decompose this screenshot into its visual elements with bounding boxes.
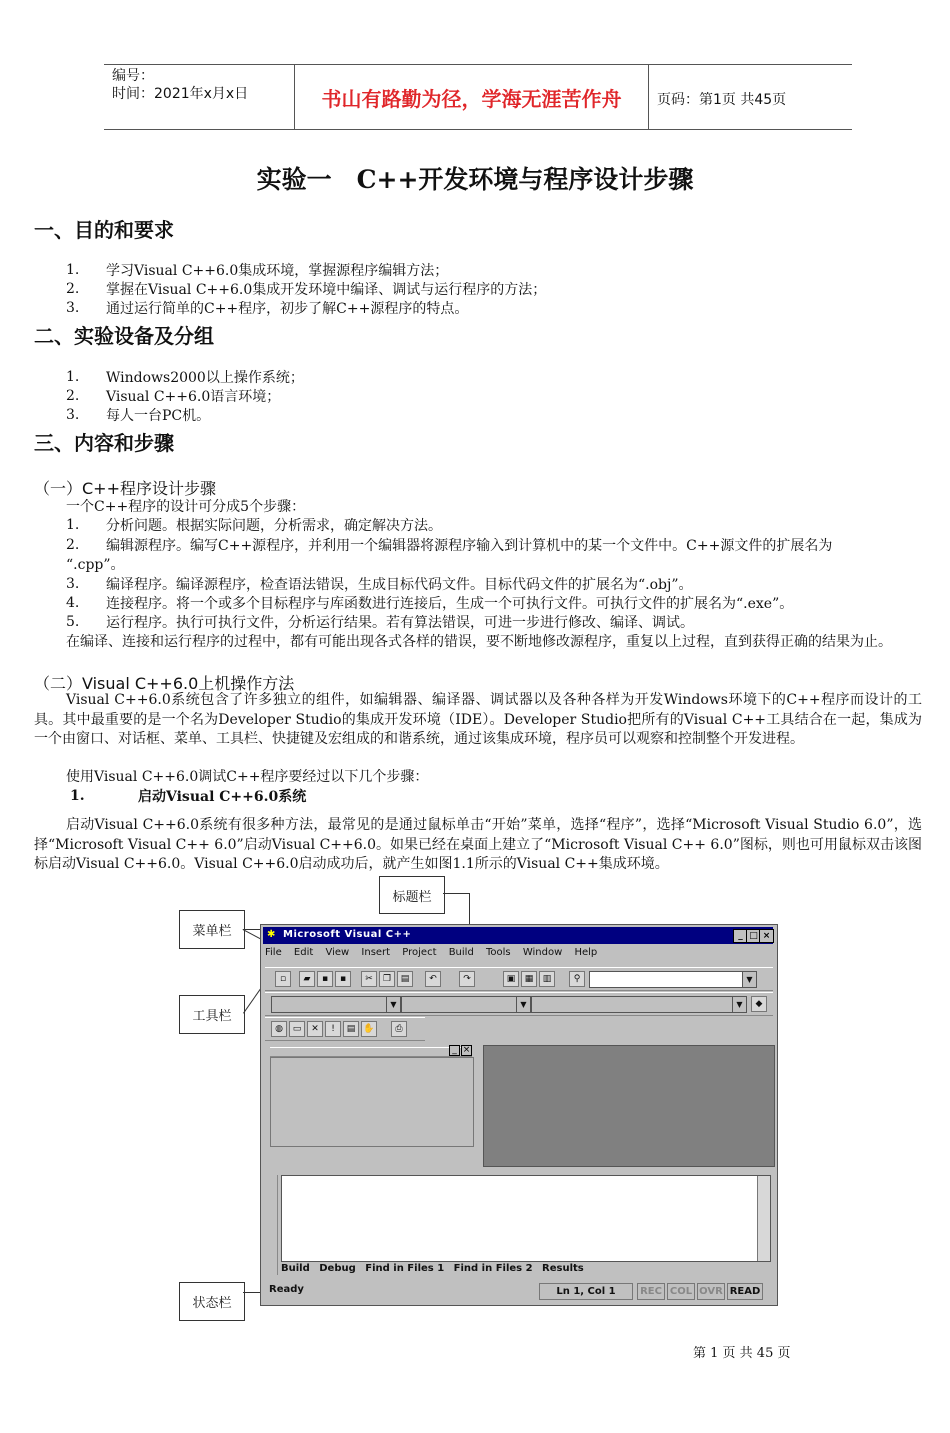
divider [648,65,649,129]
section-heading: 二、实验设备及分组 [34,324,214,348]
callout-titlebar: 标题栏 [379,876,445,914]
save-icon[interactable]: ▪ [317,971,333,987]
execute-icon[interactable]: ! [325,1021,341,1037]
save-all-icon[interactable]: ▪ [335,971,351,987]
tab-debug[interactable]: Debug [319,1263,356,1274]
find-combo[interactable] [589,971,757,988]
ovr-indicator: OVR [697,1283,725,1300]
menu-file[interactable]: File [265,947,282,958]
filter-combo[interactable] [401,996,531,1013]
section-heading: 一、目的和要求 [34,218,174,242]
list-item: 通过运行简单的C++程序，初步了解C++源程序的特点。 [106,301,469,317]
window-list-icon[interactable]: ▥ [539,971,555,987]
list-item: 每人一台PC机。 [106,408,211,424]
document-title: 实验一 C++开发环境与程序设计步骤 [256,165,694,194]
menu-project[interactable]: Project [402,947,437,958]
list-item: Windows2000以上操作系统； [106,370,304,386]
header-meta [112,67,248,103]
chevron-down-icon[interactable]: ▼ [732,997,746,1012]
list-number: 2. [66,388,80,404]
list-item: 编辑源程序。编写C++源程序，并利用一个编辑器将源程序输入到计算机中的某一个文件中。C++源文件的扩展名为 [106,538,833,554]
list-item: 学习Visual C++6.0集成环境，掌握源程序编辑方法； [106,263,449,279]
wizard-action-icon[interactable]: ◆ [751,996,767,1012]
list-item: 连接程序。将一个或多个目标程序与库函数进行连接后，生成一个可执行文件。可执行文件的扩展名为“.exe”。 [106,596,794,612]
go-icon[interactable]: ▤ [343,1021,359,1037]
workspace-grip[interactable] [270,1047,472,1057]
section-heading: 三、内容和步骤 [34,431,174,455]
list-number: 5. [66,614,80,630]
tab-build[interactable]: Build [281,1263,310,1274]
tab-find-in-files-1[interactable]: Find in Files 1 [365,1263,445,1274]
tab-find-in-files-2[interactable]: Find in Files 2 [453,1263,533,1274]
build-icon[interactable]: ▭ [289,1021,305,1037]
wizard-toolbar [265,992,773,1016]
output-icon[interactable]: ▦ [521,971,537,987]
list-item: 掌握在Visual C++6.0集成开发环境中编译、调试与运行程序的方法； [106,282,547,298]
paragraph: 使用Visual C++6.0调试C++程序要经过以下几个步骤： [66,769,429,785]
list-item: Visual C++6.0语言环境； [106,389,281,405]
undo-icon[interactable]: ↶ [425,971,441,987]
list-number: 3. [66,576,80,592]
list-number: 1. [66,369,80,385]
redo-icon[interactable]: ↷ [459,971,475,987]
chevron-down-icon[interactable]: ▼ [516,997,530,1012]
menu-window[interactable]: Window [522,947,563,958]
app-icon: ✱ [267,929,276,940]
close-icon[interactable]: × [462,1045,471,1055]
list-item: 运行程序。执行可执行文件，分析运行结果。若有算法错误，可进一步进行修改、编译、调试。 [106,615,694,631]
step-title: 启动Visual C++6.0系统 [138,789,307,805]
list-item: 编译程序。编译源程序，检查语法错误，生成目标代码文件。目标代码文件的扩展名为“.obj”。 [106,577,693,593]
list-number: 3. [66,407,80,423]
menu-view[interactable]: View [325,947,350,958]
callout-statusbar: 状态栏 [179,1282,245,1321]
page-info: 页码：第1页 共45页 [657,92,787,108]
paste-icon[interactable]: ▤ [397,971,413,987]
minimize-icon[interactable]: _ [449,1045,460,1056]
maximize-icon[interactable]: □ [746,929,761,943]
menu-insert[interactable]: Insert [361,947,391,958]
col-indicator: COL [667,1283,695,1300]
callout-line [469,893,470,926]
output-grip[interactable] [267,1175,278,1275]
list-item-continuation: “.cpp”。 [66,557,125,573]
workspace-pane[interactable] [270,1057,474,1147]
subsection-heading: （二）Visual C++6.0上机操作方法 [34,674,295,693]
list-number: 4. [66,595,80,611]
callout-menubar: 菜单栏 [179,910,245,949]
chevron-down-icon[interactable]: ▼ [742,972,756,987]
list-number: 1. [66,517,80,533]
status-text: Ready [269,1284,304,1295]
new-file-icon[interactable]: ▫ [275,971,291,987]
menu-build[interactable]: Build [448,947,474,958]
breakpoint-icon[interactable]: ✋ [361,1021,377,1037]
paragraph: 在编译、连接和运行程序的过程中，都有可能出现各式各样的错误，要不断地修改源程序，重复以上过程，直到获得正确的结果为止。 [66,634,892,650]
menu-tools[interactable]: Tools [485,947,511,958]
date-label: 时间：2021年x月x日 [112,86,249,102]
subsection-heading: （一）C++程序设计步骤 [34,479,216,498]
read-indicator: READ [727,1283,763,1300]
minimize-icon[interactable]: _ [733,929,748,943]
workspace-icon[interactable]: ▣ [503,971,519,987]
output-scrollbar[interactable] [757,1176,770,1261]
page-header [104,64,852,130]
step-number: 1. [70,788,85,804]
standard-toolbar [265,967,773,991]
class-combo[interactable] [271,996,401,1013]
list-number: 2. [66,281,80,297]
rec-indicator: REC [637,1283,665,1300]
open-folder-icon[interactable]: ▰ [299,971,315,987]
copy-icon[interactable]: ❐ [379,971,395,987]
callout-line [443,893,469,894]
build-toolbar [265,1017,425,1041]
list-item: 分析问题。根据实际问题，分析需求，确定解决方法。 [106,518,442,534]
close-icon[interactable]: × [759,929,774,943]
cut-icon[interactable]: ✂ [361,971,377,987]
members-combo[interactable] [531,996,747,1013]
page-footer: 第 1 页 共 45 页 [693,1346,791,1361]
list-number: 2. [66,537,80,553]
paragraph: 一个C++程序的设计可分成5个步骤： [66,499,306,515]
motto: 书山有路勤为径，学海无涯苦作舟 [321,86,622,111]
list-number: 1. [66,262,80,278]
window-title: Microsoft Visual C++ [283,929,412,940]
menu-edit[interactable]: Edit [293,947,314,958]
menu-bar [265,947,606,963]
output-tabs [281,1263,590,1277]
chevron-down-icon[interactable]: ▼ [386,997,400,1012]
window-titlebar [263,927,773,944]
serial-label: 编号： [112,68,154,84]
tab-results[interactable]: Results [542,1263,584,1274]
callout-line [243,988,261,1013]
callout-toolbar: 工具栏 [179,995,245,1034]
stop-build-icon[interactable]: ✕ [307,1021,323,1037]
output-pane[interactable] [281,1175,771,1262]
cursor-position: Ln 1, Col 1 [539,1283,633,1300]
paragraph: 启动Visual C++6.0系统有很多种方法，最常见的是通过鼠标单击“开始”菜单，选择“程序”，选择“Microsoft Visual Studio 6.0”，选择“Microsoft Visual C++ 6.0”启动Visual C++6.0。如果已经在桌面上建立了“Microsoft Visual C++ 6.0”图标，则也可用鼠标双击该图标启动Visual C++6.0。Visual C++6.0启动成功后，就产生如图1.1所示的Visual C++集成环境。 [34,817,922,872]
list-number: 3. [66,300,80,316]
status-bar [265,1283,773,1300]
menu-help[interactable]: Help [574,947,598,958]
compile-icon[interactable]: ◍ [271,1021,287,1037]
find-in-files-icon[interactable]: ⚲ [569,971,585,987]
print-icon[interactable]: ⎙ [391,1021,407,1037]
ide-screenshot [260,924,778,1306]
paragraph: Visual C++6.0系统包含了许多独立的组件，如编辑器、编译器、调试器以及各种各样为开发Windows环境下的C++程序而设计的工具。其中最重要的是一个名为Developer Studio的集成开发环境（IDE）。Developer Studio把所有的Visual C++工具结合在一起，集成为一个由窗口、对话框、菜单、工具栏、快捷键及宏组成的和谐系统，通过该集成环境，程序员可以观察和控制整个开发进程。 [34,692,922,747]
editor-area[interactable] [483,1045,775,1167]
